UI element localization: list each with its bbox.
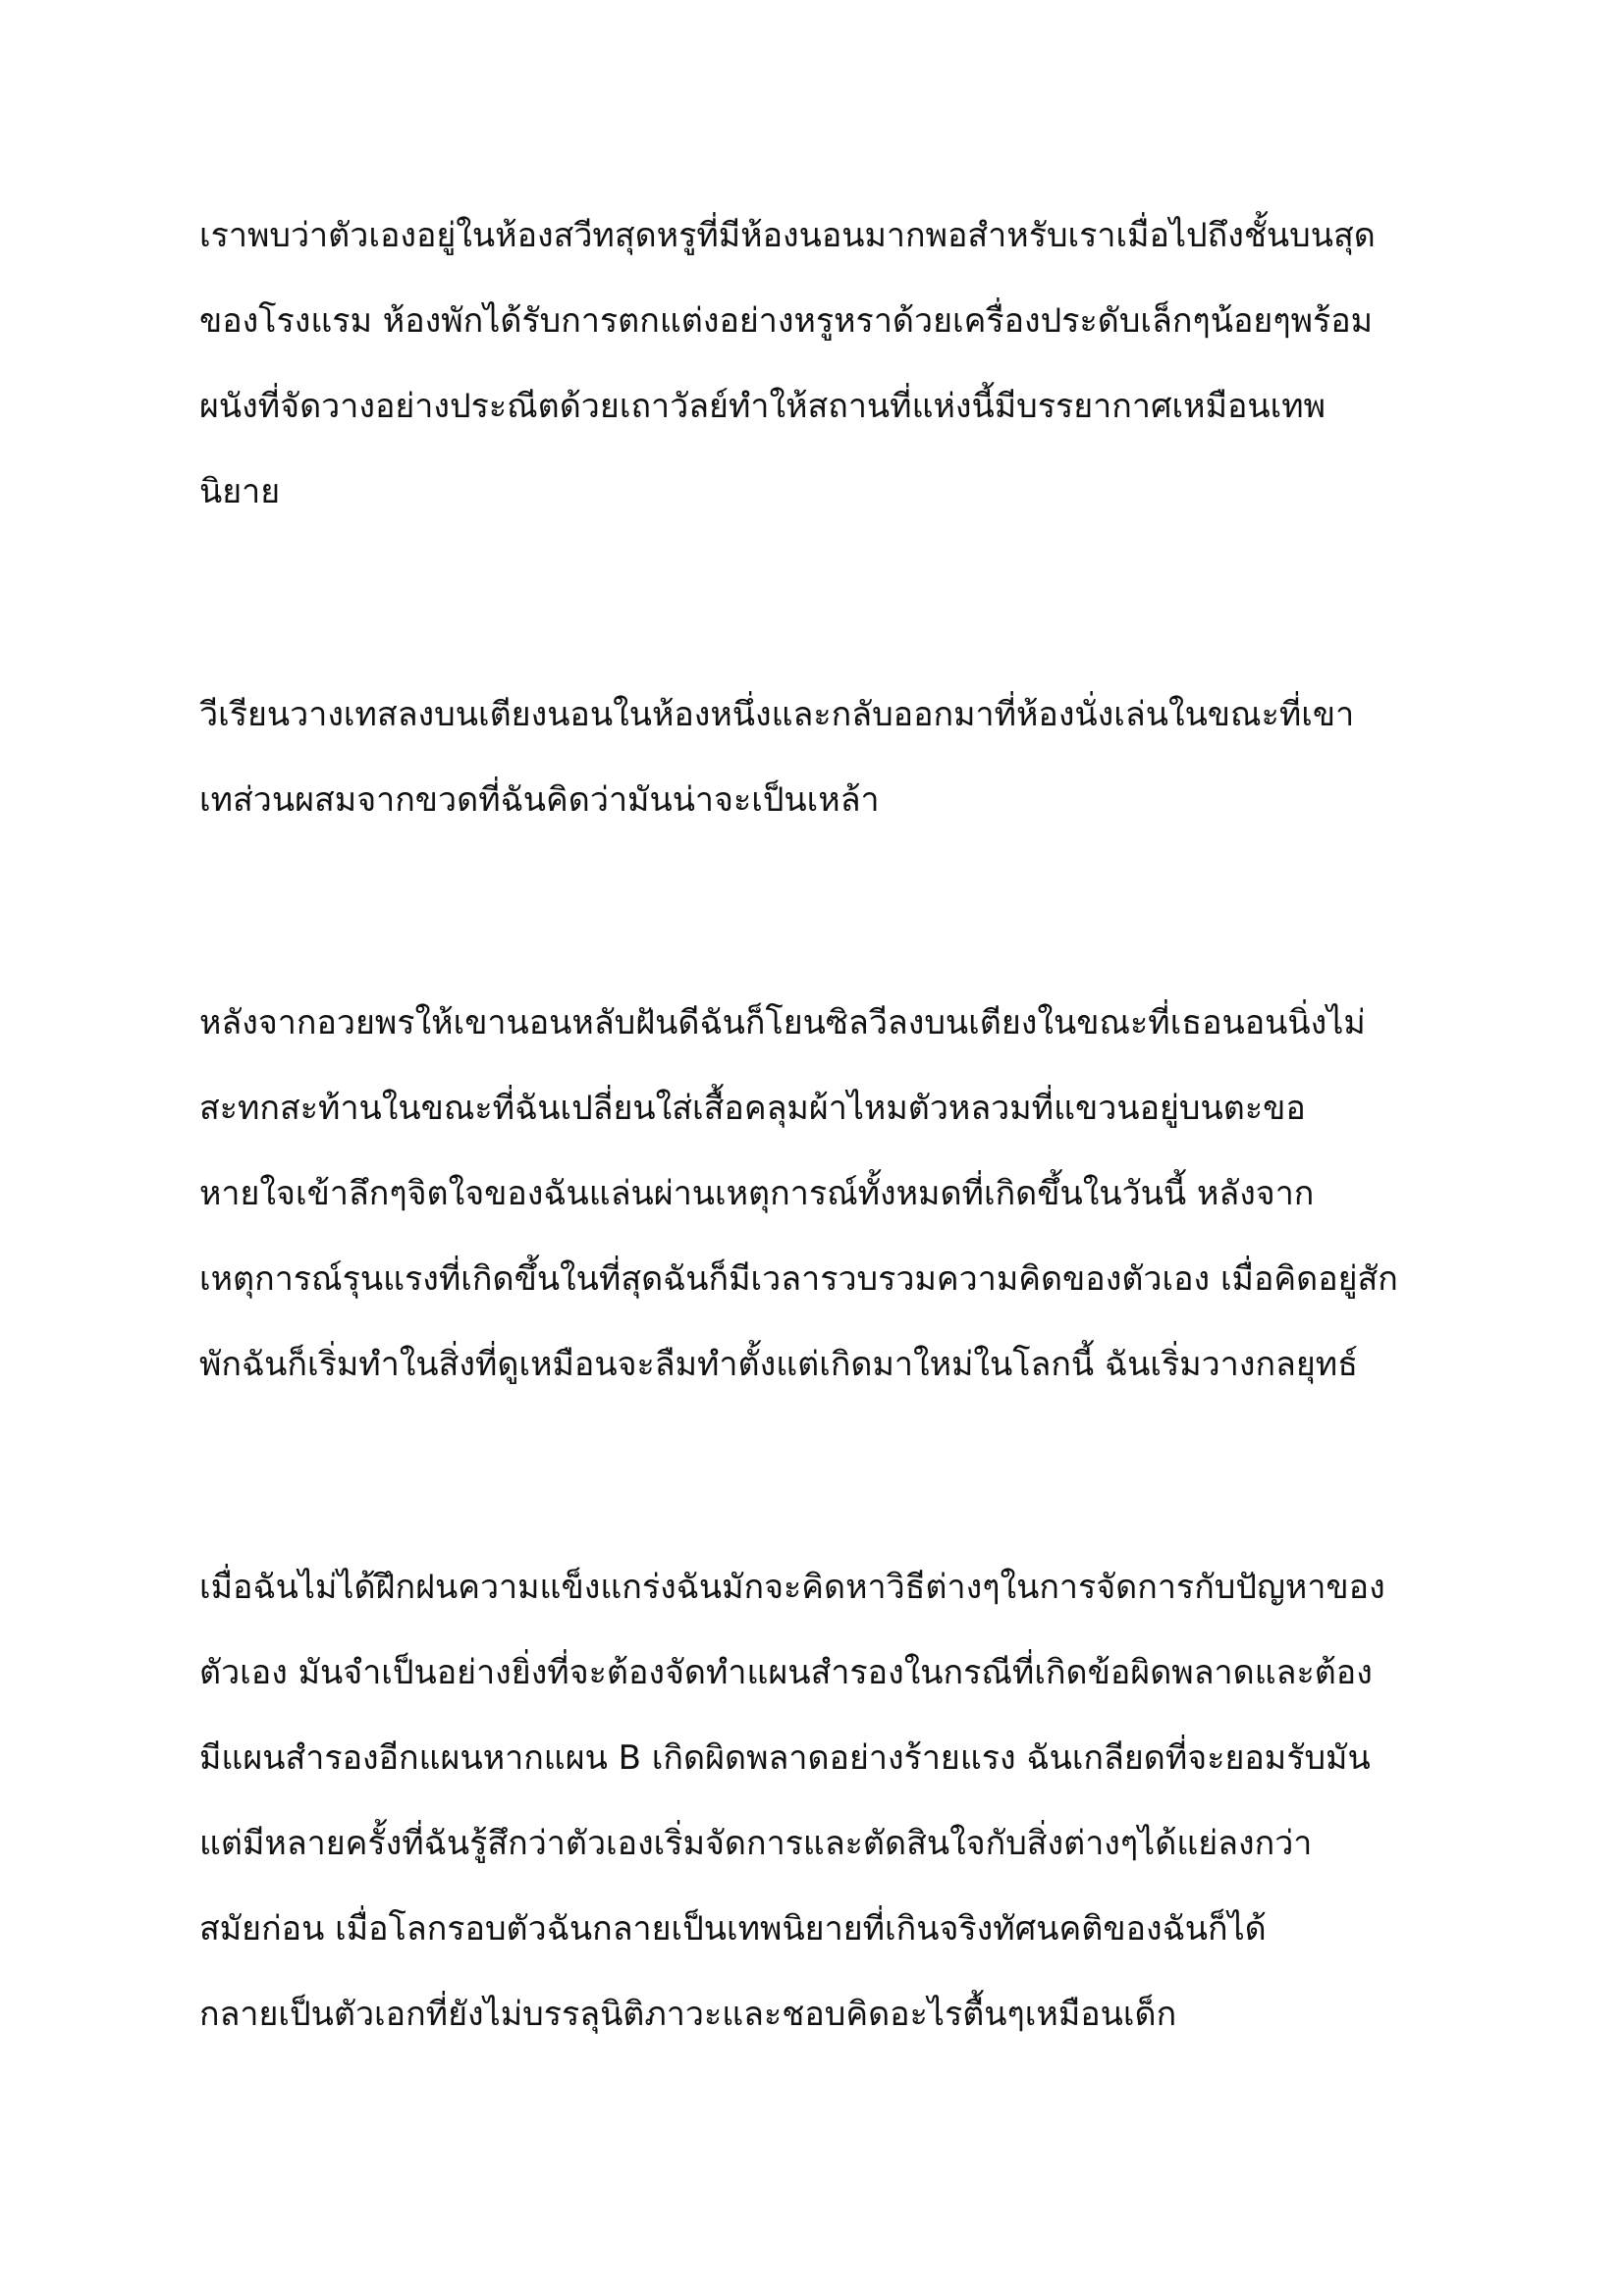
paragraph-4-line-4: แต่มีหลายครั้งที่ฉันรู้สึกว่าตัวเองเริ่มจัดการและตัดสินใจกับสิ่งต่างๆได้แย่ลงกว่า — [199, 1824, 1313, 1863]
paragraph-4-line-6: กลายเป็นตัวเอกที่ยังไม่บรรลุนิติภาวะและชอบคิดอะไรตื้นๆเหมือนเด็ก — [199, 1995, 1177, 2034]
paragraph-4-line-5: สมัยก่อน เมื่อโลกรอบตัวฉันกลายเป็นเทพนิยายที่เกินจริงทัศนคติของฉันก็ได้ — [199, 1909, 1267, 1949]
paragraph-1-line-3: ผนังที่จัดวางอย่างประณีตด้วยเถาวัลย์ทำให้สถานที่แห่งนี้มีบรรยากาศเหมือนเทพ — [199, 387, 1326, 426]
paragraph-4-line-1: เมื่อฉันไม่ได้ฝึกฝนความแข็งแกร่งฉันมักจะคิดหาวิธีต่างๆในการจัดการกับปัญหาของ — [199, 1568, 1385, 1607]
paragraph-3-line-2: สะทกสะท้านในขณะที่ฉันเปลี่ยนใส่เสื้อคลุมผ้าไหมตัวหลวมที่แขวนอยู่บนตะขอ — [199, 1089, 1306, 1128]
paragraph-4-line-2: ตัวเอง มันจำเป็นอย่างยิ่งที่จะต้องจัดทำแผนสำรองในกรณีที่เกิดข้อผิดพลาดและต้อง — [199, 1653, 1373, 1692]
paragraph-1-line-2: ของโรงแรม ห้องพักได้รับการตกแต่งอย่างหรูหราด้วยเครื่องประดับเล็กๆน้อยๆพร้อม — [199, 301, 1374, 341]
paragraph-4-line-3: มีแผนสำรองอีกแผนหากแผน B เกิดผิดพลาดอย่างร้ายแรง ฉันเกลียดที่จะยอมรับมัน — [199, 1738, 1371, 1778]
paragraph-3-line-1: หลังจากอวยพรให้เขานอนหลับฝันดีฉันก็โยนซิลวีลงบนเตียงในขณะที่เธอนอนนิ่งไม่ — [199, 1003, 1366, 1042]
paragraph-3-line-5: พักฉันก็เริ่มทำในสิ่งที่ดูเหมือนจะลืมทำตั้งแต่เกิดมาใหม่ในโลกนี้ ฉันเริ่มวางกลยุทธ์ — [199, 1345, 1358, 1384]
paragraph-3-line-3: หายใจเข้าลึกๆจิตใจของฉันแล่นผ่านเหตุการณ์ทั้งหมดที่เกิดขึ้นในวันนี้ หลังจาก — [199, 1174, 1315, 1213]
paragraph-2-line-1: วีเรียนวางเทสลงบนเตียงนอนในห้องหนึ่งและกลับออกมาที่ห้องนั่งเล่นในขณะที่เขา — [199, 695, 1355, 734]
paragraph-1-line-4: นิยาย — [199, 472, 281, 511]
paragraph-2-line-2: เทส่วนผสมจากขวดที่ฉันคิดว่ามันน่าจะเป็นเหล้า — [199, 780, 880, 820]
paragraph-1-line-1: เราพบว่าตัวเองอยู่ในห้องสวีทสุดหรูที่มีห้องนอนมากพอสำหรับเราเมื่อไปถึงชั้นบนสุด — [199, 216, 1376, 255]
paragraph-3-line-4: เหตุการณ์รุนแรงที่เกิดขึ้นในที่สุดฉันก็มีเวลารวบรวมความคิดของตัวเอง เมื่อคิดอยู่สัก — [199, 1259, 1398, 1299]
